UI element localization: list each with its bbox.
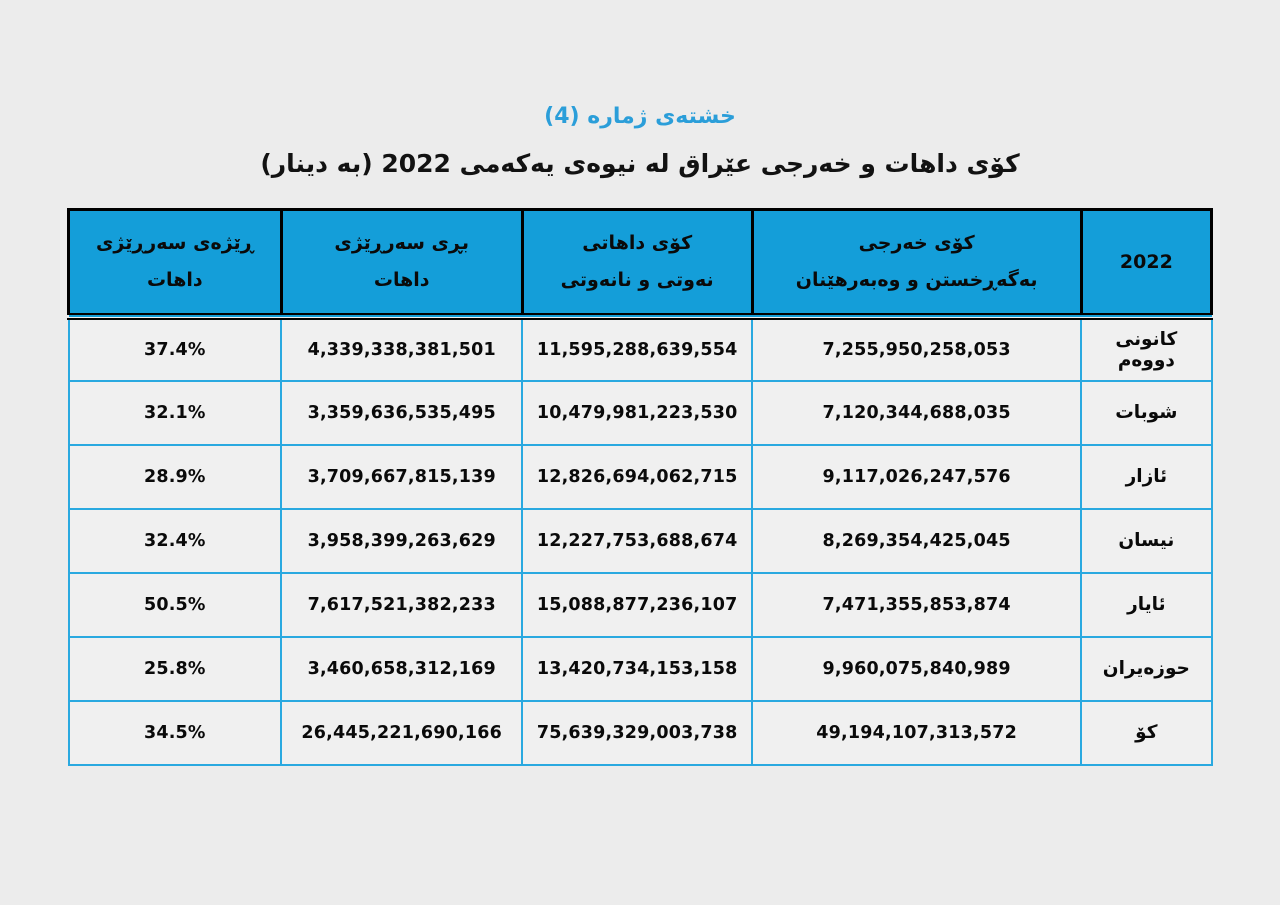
cell-surplus-rate: 32.1%: [69, 381, 282, 445]
table-row-total: [69, 701, 1212, 765]
cell-month: ئازار: [1081, 445, 1211, 509]
cell-revenue: 10,479,981,223,530: [522, 381, 752, 445]
cell-surplus-rate: 37.4%: [69, 317, 282, 381]
table-header-row: [69, 210, 1212, 317]
cell-month: ئایار: [1081, 573, 1211, 637]
cell-expenditure: 9,117,026,247,576: [752, 445, 1081, 509]
cell-expenditure: 7,120,344,688,035: [752, 381, 1081, 445]
cell-expenditure: 49,194,107,313,572: [752, 701, 1081, 765]
cell-expenditure: 7,471,355,853,874: [752, 573, 1081, 637]
table-row-february: [69, 381, 1212, 445]
cell-month: نیسان: [1081, 509, 1211, 573]
cell-surplus-rate: 25.8%: [69, 637, 282, 701]
cell-expenditure: 9,960,075,840,989: [752, 637, 1081, 701]
cell-surplus-rate: 28.9%: [69, 445, 282, 509]
cell-month: کانونی دووەم: [1081, 317, 1211, 381]
table-row-march: [69, 445, 1212, 509]
header-expenditure-line2: بەگەڕخستن و وەبەرهێنان: [795, 269, 1038, 291]
table-row-june: [69, 637, 1212, 701]
header-expenditure-line1: کۆی خەرجی: [858, 232, 975, 254]
header-surplus-amount: [281, 210, 522, 317]
cell-revenue: 11,595,288,639,554: [522, 317, 752, 381]
header-revenue-line2: نەوتی و نانەوتی: [560, 269, 714, 291]
cell-revenue: 13,420,734,153,158: [522, 637, 752, 701]
cell-surplus-amount: 26,445,221,690,166: [281, 701, 522, 765]
cell-expenditure: 8,269,354,425,045: [752, 509, 1081, 573]
cell-surplus-rate: 50.5%: [69, 573, 282, 637]
table-row-may: [69, 573, 1212, 637]
header-total-revenue: [522, 210, 752, 317]
table-row-april: [69, 509, 1212, 573]
cell-surplus-amount: 3,958,399,263,629: [281, 509, 522, 573]
cell-revenue: 12,826,694,062,715: [522, 445, 752, 509]
header-surplus-amount-line2: داهات: [373, 269, 430, 291]
cell-surplus-rate: 34.5%: [69, 701, 282, 765]
cell-month: کۆ: [1081, 701, 1211, 765]
cell-revenue: 15,088,877,236,107: [522, 573, 752, 637]
revenue-expenditure-table: [67, 208, 1213, 766]
header-total-expenditure: [752, 210, 1081, 317]
cell-month: شوبات: [1081, 381, 1211, 445]
cell-revenue: 12,227,753,688,674: [522, 509, 752, 573]
cell-surplus-amount: 4,339,338,381,501: [281, 317, 522, 381]
table-row-january: [69, 317, 1212, 381]
cell-surplus-amount: 3,460,658,312,169: [281, 637, 522, 701]
cell-surplus-amount: 7,617,521,382,233: [281, 573, 522, 637]
table-main-title: کۆی داهات و خەرجی عێراق لە نیوەی یەکەمی 2022 (بە دینار): [260, 149, 1020, 178]
header-year-label: 2022: [1119, 250, 1173, 273]
header-surplus-rate: [69, 210, 282, 317]
cell-expenditure: 7,255,950,258,053: [752, 317, 1081, 381]
cell-surplus-amount: 3,709,667,815,139: [281, 445, 522, 509]
cell-surplus-rate: 32.4%: [69, 509, 282, 573]
header-revenue-line1: کۆی داهاتی: [582, 232, 693, 254]
header-surplus-rate-line2: داهات: [146, 269, 203, 291]
header-surplus-amount-line1: بڕی سەرڕێژی: [334, 232, 469, 254]
cell-surplus-amount: 3,359,636,535,495: [281, 381, 522, 445]
cell-revenue: 75,639,329,003,738: [522, 701, 752, 765]
header-year-month: [1081, 210, 1211, 317]
cell-month: حوزەیران: [1081, 637, 1211, 701]
header-surplus-rate-line1: ڕێژەی سەرڕێژی: [96, 232, 254, 254]
table-number-title: خشتەی ژمارە (4): [544, 104, 736, 129]
